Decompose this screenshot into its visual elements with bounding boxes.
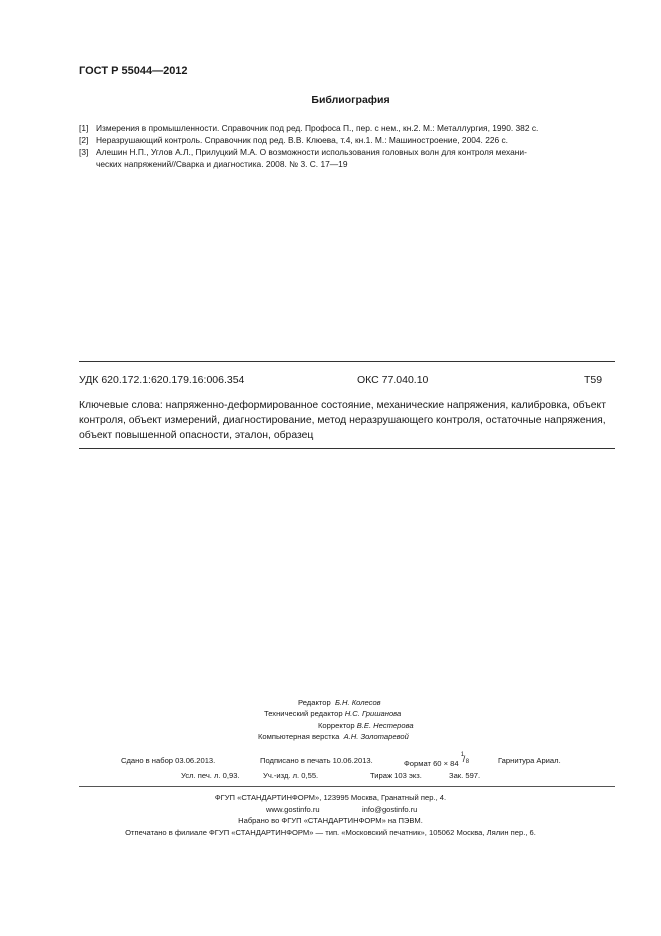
format (404, 752, 470, 768)
ref-text: Измерения в промышленности. Справочник под ред. Профоса П., пер. с нем., кн.2. М.: Металлургия, 1990. 382 с. (96, 123, 539, 133)
bibliography-ref (79, 134, 619, 146)
tech-editor-label: Технический редактор (264, 709, 343, 718)
divider-bottom (79, 786, 615, 787)
corrector-label: Корректор (318, 721, 355, 730)
typeface: Гарнитура Ариал. (498, 756, 561, 765)
pub-sheets: Уч.-изд. л. 0,55. (263, 771, 319, 780)
fraction-numerator: 1 (460, 752, 465, 758)
printing-note: Отпечатано в филиале ФГУП «СТАНДАРТИНФОРМ» — тип. «Московский печатник», 105062 Москва, Лялин пер., 6. (125, 828, 536, 837)
format-fraction (460, 752, 470, 766)
layout-line (258, 732, 409, 741)
ref-number: [1] (79, 123, 89, 133)
standard-header: ГОСТ Р 55044—2012 (79, 65, 188, 77)
corrector-line (318, 721, 414, 730)
class-code: Т59 (584, 374, 603, 386)
editor-label: Редактор (298, 698, 331, 707)
editor-name: Б.Н. Колесов (334, 698, 381, 707)
typesetting-note: Набрано во ФГУП «СТАНДАРТИНФОРМ» на ПЭВМ. (238, 816, 423, 825)
publisher-website: www.gostinfo.ru (266, 805, 320, 814)
format-label: Формат 60 × 84 (404, 759, 459, 768)
ref-text-continuation: ческих напряжений//Сварка и диагностика. 2008. № 3. С. 17—19 (96, 159, 348, 169)
layout-label: Компьютерная верстка (258, 732, 340, 741)
divider-middle (79, 448, 615, 449)
ref-text: Неразрушающий контроль. Справочник под ред. В.В. Клюева, т.4, кн.1. М.: Машиностроение, 2004. 226 с. (96, 135, 509, 145)
bibliography-ref (79, 146, 619, 170)
ref-text: Алешин Н.П., Углов А.Л., Прилуцкий М.А. О возможности использования головных волн для контроля механи- (96, 147, 527, 157)
publisher-address: ФГУП «СТАНДАРТИНФОРМ», 123995 Москва, Гранатный пер., 4. (214, 793, 447, 802)
print-sheets: Усл. печ. л. 0,93. (181, 771, 240, 780)
tech-editor-line (264, 709, 401, 718)
publisher-email: info@gostinfo.ru (362, 805, 418, 814)
keywords: Ключевые слова: напряженно-деформированное состояние, механические напряжения, калибровка, объект контроля, объект измерений, диагностирование, метод неразрушающего контроля, остаточные напряжения, объект повышенной опасности, эталон, образец (79, 400, 606, 441)
tech-editor-name: Н.С. Гришанова (344, 709, 402, 718)
fraction-denominator: 8 (465, 759, 470, 765)
divider-top (79, 361, 615, 362)
fraction-slash: / (462, 754, 466, 764)
sent-date: Сдано в набор 03.06.2013. (121, 756, 216, 765)
corrector-name: В.Е. Нестерова (356, 721, 414, 730)
bibliography-ref (79, 122, 619, 134)
ref-number: [2] (79, 135, 89, 145)
print-run: Тираж 103 экз. (370, 771, 422, 780)
layout-name: А.Н. Золотаревой (343, 732, 409, 741)
oks-code: ОКС 77.040.10 (357, 374, 429, 386)
order-number: Зак. 597. (449, 771, 481, 780)
udk-code: УДК 620.172.1:620.179.16:006.354 (79, 374, 245, 386)
signed-date: Подписано в печать 10.06.2013. (260, 756, 373, 765)
ref-number: [3] (79, 147, 89, 157)
editor-line (298, 698, 381, 707)
bibliography-title: Библиография (311, 94, 390, 106)
